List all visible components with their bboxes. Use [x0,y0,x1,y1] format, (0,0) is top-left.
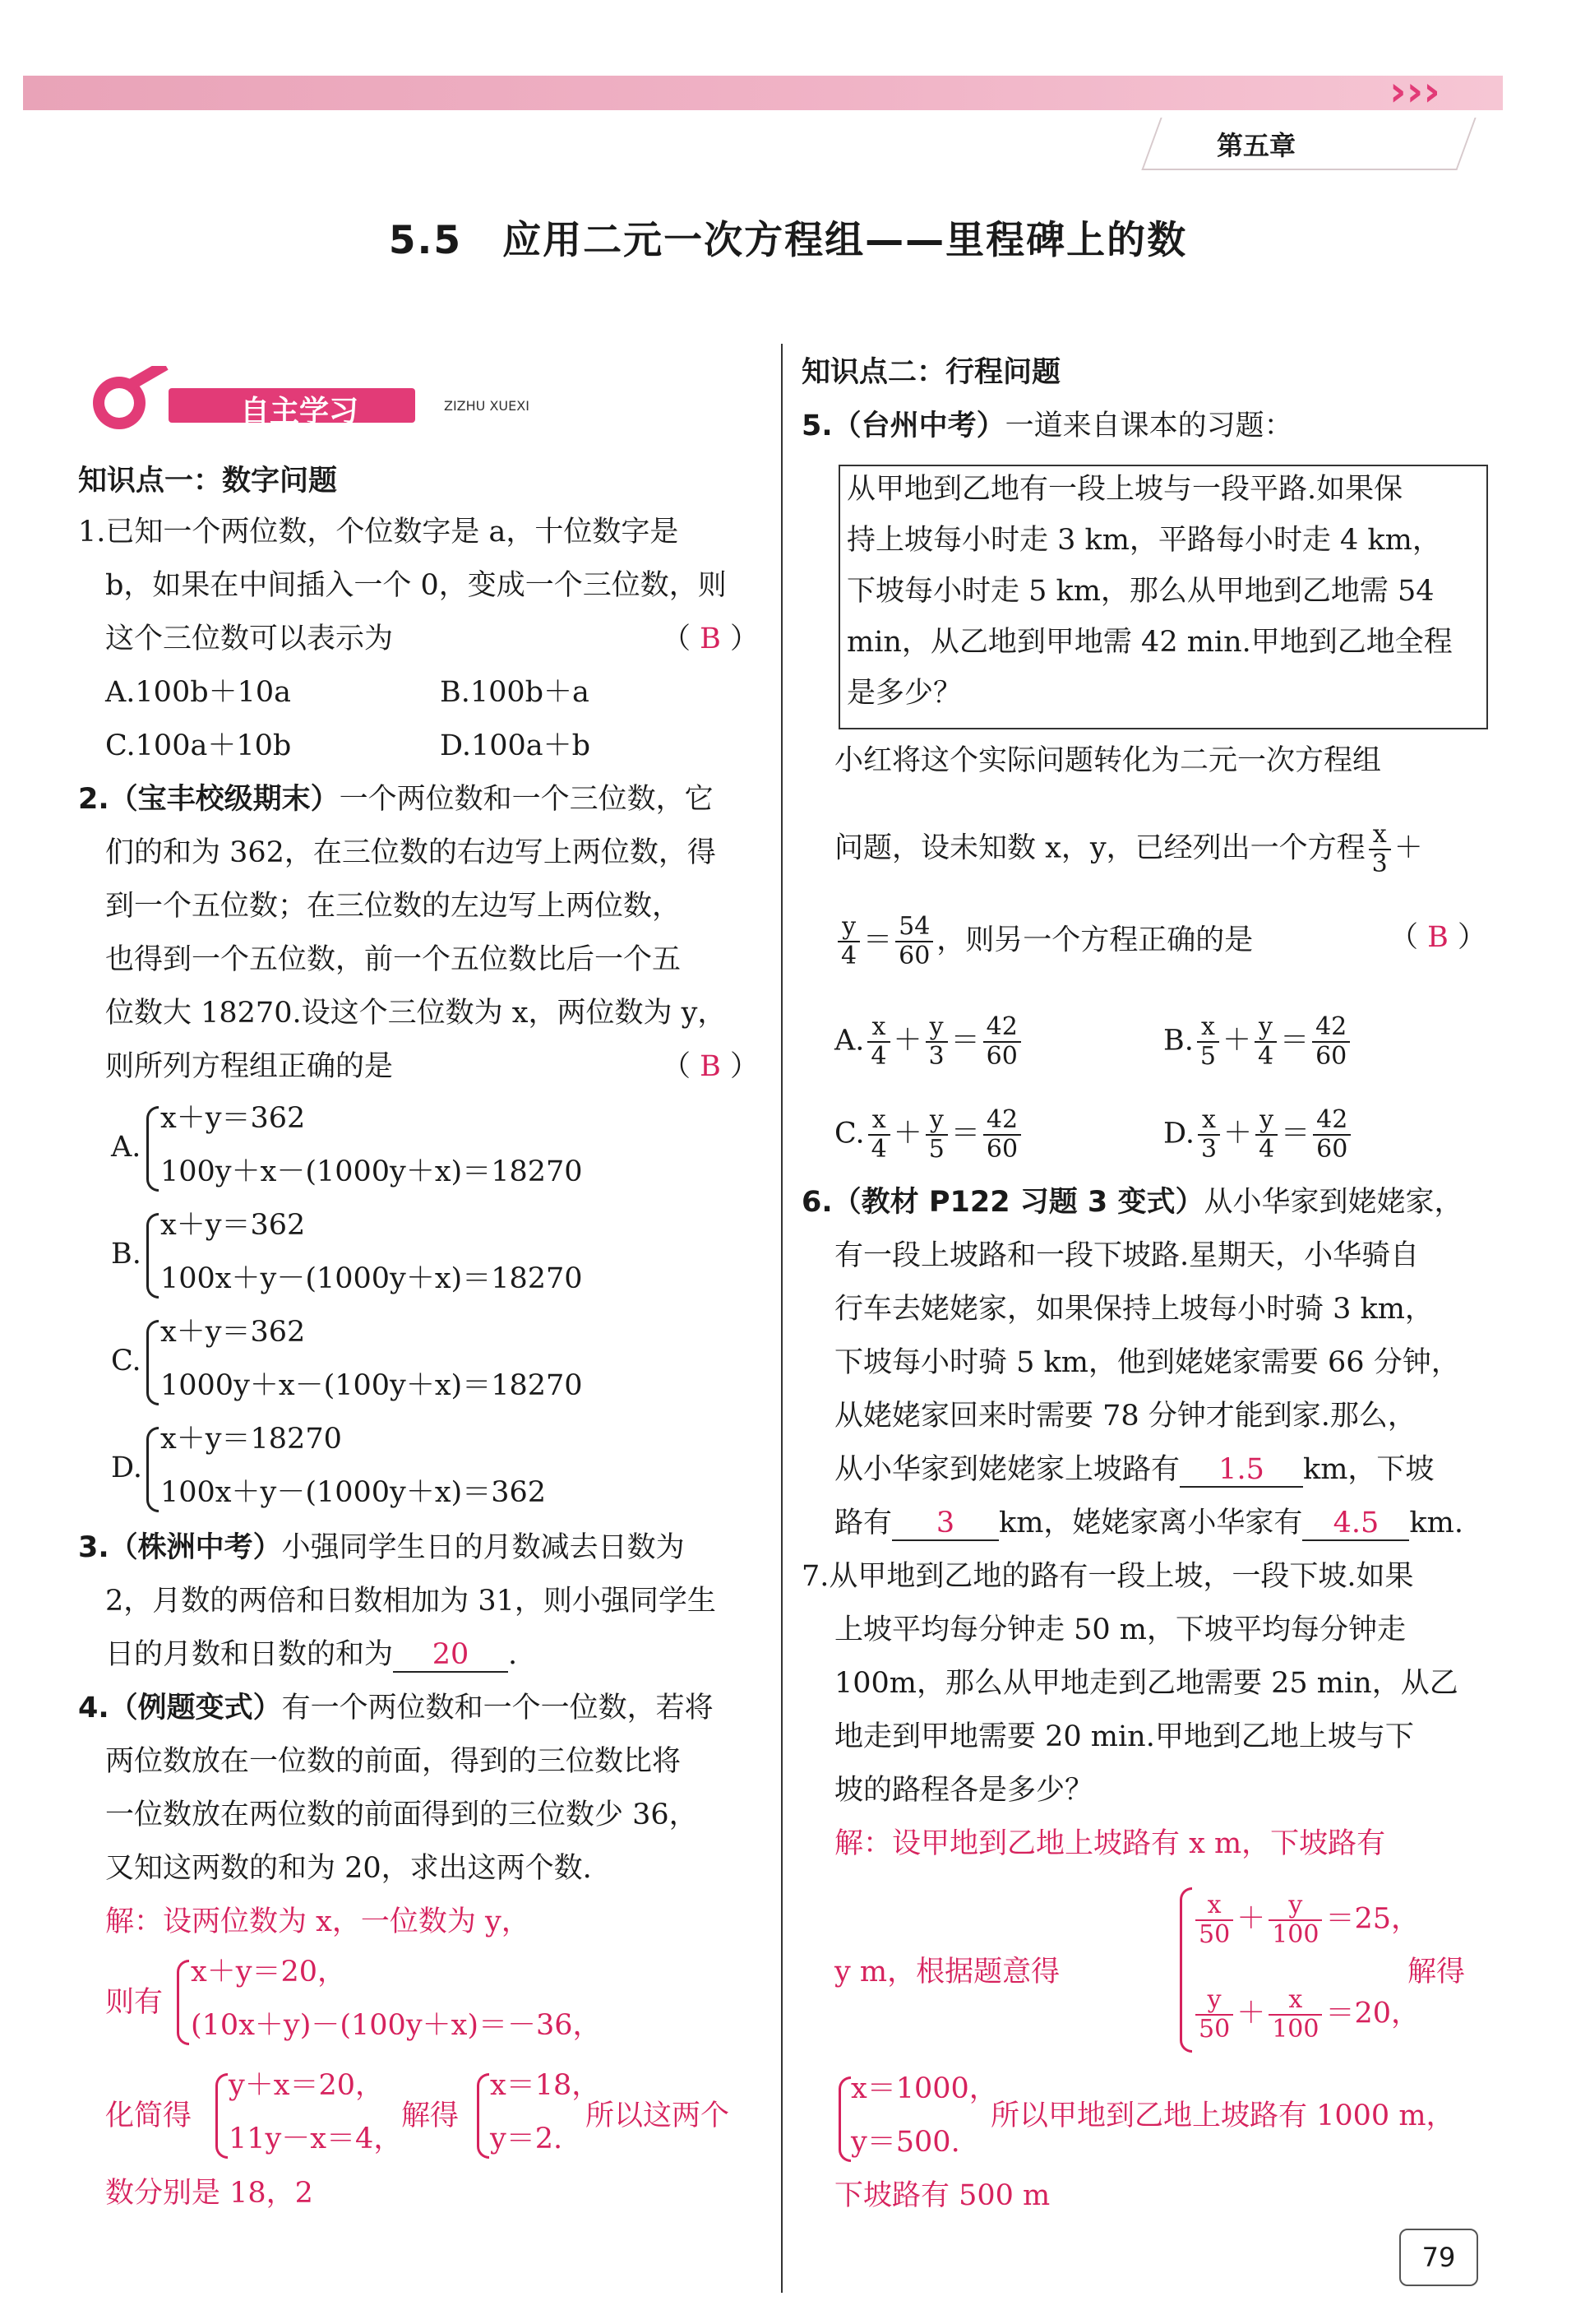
q1-option-c: C.100a＋10b [105,729,292,762]
q6-line5: 从姥姥家回来时需要 78 分钟才能到家.那么， [834,1400,1417,1433]
q2-option-b-brace [146,1213,159,1299]
section-logo-subtitle: ZIZHU XUEXI [444,398,529,414]
q2-line5: 位数大 18270.设这个三位数为 x，两位数为 y， [105,997,727,1030]
q4-result-eq2: y＝2. [490,2123,563,2155]
chapter-tab [1141,118,1476,170]
q7-solution-line1: 解：设甲地到乙地上坡路有 x m，下坡路有 [834,1827,1386,1860]
q2-option-c-label: C. [111,1345,141,1377]
knowledge-point-2: 知识点二：行程问题 [802,356,1061,389]
q4-solution-line1: 解：设两位数为 x，一位数为 y， [105,1905,530,1938]
q5-option-d: D. $\frac{x}{3}$ ＋ $\frac{y}{4}$ ＝ $\frac{42}{60}$ [1163,1106,1354,1164]
q4-simplified-eq1: y＋x＝20， [229,2069,385,2102]
q2-option-a-eq1: x＋y＝362 [160,1102,306,1135]
q7-result-brace [839,2076,851,2162]
q2-option-a-eq2: 100y＋x－(1000y＋x)＝18270 [160,1155,583,1188]
q2-option-a-brace [146,1106,159,1192]
page-number: 79 [1399,2229,1478,2286]
q2-option-b-label: B. [111,1238,141,1271]
q5-box-line3: 下坡每小时走 5 km，那么从甲地到乙地需 54 [847,575,1435,608]
q2-option-c-eq1: x＋y＝362 [160,1316,306,1349]
page-title: 5.5 应用二元一次方程组——里程碑上的数 [388,218,1188,263]
q7-solve: 解得 [1407,1956,1466,1988]
column-divider [781,344,783,2293]
q3-answer: 20 [393,1638,508,1673]
q6-answer-total: 4.5 [1302,1507,1409,1541]
q4-line4: 又知这两数的和为 20，求出这两个数. [105,1852,592,1885]
q2-option-b-eq2: 100x＋y－(1000y＋x)＝18270 [160,1262,583,1295]
q6-answer-downhill: 3 [892,1507,999,1541]
q7-line3: 100m，那么从甲地走到乙地需要 25 min，从乙 [834,1667,1458,1700]
chapter-label: 第五章 [1217,130,1296,161]
knowledge-point-1: 知识点一：数字问题 [78,465,338,498]
q7-conclusion1: 所以甲地到乙地上坡路有 1000 m， [991,2099,1455,2132]
q4-then: 则有 [105,1986,164,2019]
q3-line1: 3.（株洲中考）小强同学生日的月数减去日数为 [78,1531,685,1564]
q1-option-b: B.100b＋a [440,676,589,709]
q5-box-line2: 持上坡每小时走 3 km，平路每小时走 4 km， [847,524,1441,557]
q2-answer: （ B ） [662,1050,760,1083]
q2-option-d-eq2: 100x＋y－(1000y＋x)＝362 [160,1476,547,1509]
q4-line2: 两位数放在一位数的前面，得到的三位数比将 [105,1745,682,1778]
q4-simplified-eq2: 11y－x＝4， [229,2123,403,2155]
q4-system-brace [177,1960,189,2045]
q7-result-eq1: x＝1000， [851,2072,998,2105]
q5-line-intro: 5.（台州中考）一道来自课本的习题： [802,410,1293,442]
q4-eq1: x＋y＝20， [191,1956,347,1988]
q6-line1: 6.（教材 P122 习题 3 变式）从小华家到姥姥家， [802,1186,1463,1219]
q2-option-b-eq1: x＋y＝362 [160,1209,306,1242]
header-arrows-icon: ››› [1389,67,1440,115]
q2-line2: 们的和为 362，在三位数的右边写上两位数，得 [105,836,716,869]
q4-simplified-brace [215,2073,228,2159]
q5-given-frac-54-60: $\frac{54}{60}$ [895,913,933,970]
q5-line3-wrap: $\frac{y}{4}$ ＝ $\frac{54}{60}$ ，则另一个方程正确的是 [834,913,1253,970]
header-band [23,76,1503,110]
q2-option-c-brace [146,1320,159,1405]
q5-line1: 小红将这个实际问题转化为二元一次方程组 [834,744,1382,777]
q2-option-c-eq2: 1000y＋x－(100y＋x)＝18270 [160,1369,583,1402]
q4-solve: 解得 [401,2099,460,2132]
q7-eq2: $\frac{y}{50}$ ＋ $\frac{x}{100}$ ＝20， [1192,1986,1420,2044]
q7-solution-line2: y m，根据题意得 [834,1956,1061,1988]
q7-eq1: $\frac{x}{50}$ ＋ $\frac{y}{100}$ ＝25， [1192,1891,1420,1949]
q6-line2: 有一段上坡路和一段下坡路.星期天，小华骑自 [834,1239,1420,1272]
q5-given-frac-y4: $\frac{y}{4}$ [838,913,860,970]
q7-line5: 坡的路程各是多少？ [834,1774,1094,1807]
q5-answer: （ B ） [1389,921,1487,954]
q6-line3: 行车去姥姥家，如果保持上坡每小时骑 3 km， [834,1293,1434,1326]
q4-result-brace [477,2073,489,2159]
q1-line1: 1.已知一个两位数，个位数字是 a，十位数字是 [78,516,679,549]
q4-line1: 4.（例题变式）有一个两位数和一个一位数，若将 [78,1692,714,1724]
q7-line2: 上坡平均每分钟走 50 m，下坡平均每分钟走 [834,1613,1406,1646]
q6-answer-uphill: 1.5 [1180,1453,1303,1488]
q2-option-d-eq1: x＋y＝18270 [160,1423,342,1456]
q4-eq2: (10x＋y)－(100y＋x)＝－36， [191,2009,602,2042]
q4-conclusion: 数分别是 18，2 [105,2177,313,2210]
q2-line1: 2.（宝丰校级期末）一个两位数和一个三位数，它 [78,783,714,816]
q1-answer: （ B ） [662,623,760,655]
q5-line2-wrap: 问题，设未知数 x，y，已经列出一个方程 $\frac{x}{3}$ ＋ [834,820,1423,878]
q5-box-line5: 是多少？ [847,677,963,710]
q1-option-d: D.100a＋b [440,729,591,762]
q5-option-b: B. $\frac{x}{5}$ ＋ $\frac{y}{4}$ ＝ $\frac{42}{60}$ [1163,1013,1353,1071]
q6-line4: 下坡每小时骑 5 km，他到姥姥家需要 66 分钟， [834,1346,1460,1379]
q1-line2: b，如果在中间插入一个 0，变成一个三位数，则 [105,569,727,602]
q1-option-a: A.100b＋10a [105,676,292,709]
section-logo-title: 自主学习 [240,395,359,428]
q5-box-line4: min，从乙地到甲地需 42 min.甲地到乙地全程 [847,626,1453,659]
q7-line1: 7.从甲地到乙地的路有一段上坡，一段下坡.如果 [802,1560,1414,1593]
q7-line4: 地走到甲地需要 20 min.甲地到乙地上坡与下 [834,1720,1414,1753]
q2-line3: 到一个五位数；在三位数的左边写上两位数， [105,890,682,923]
q2-line4: 也得到一个五位数，前一个五位数比后一个五 [105,943,682,976]
q2-option-d-brace [146,1427,159,1512]
q7-result-eq2: y＝500. [851,2126,960,2159]
q3-line3: 日的月数和日数的和为 20 . [105,1638,518,1671]
q3-line2: 2，月数的两倍和日数相加为 31，则小强同学生 [105,1585,716,1618]
q6-line7: 路有 3 km，姥姥家离小华家有 4.5 km. [834,1507,1463,1539]
q4-result-eq1: x＝18， [490,2069,601,2102]
q2-option-a-label: A. [111,1131,141,1164]
q4-line3: 一位数放在两位数的前面得到的三位数少 36， [105,1799,698,1831]
q5-option-c: C. $\frac{x}{4}$ ＋ $\frac{y}{5}$ ＝ $\frac{42}{60}$ [834,1106,1024,1164]
q1-line3: 这个三位数可以表示为 [105,623,394,655]
q5-option-a: A. $\frac{x}{4}$ ＋ $\frac{y}{3}$ ＝ $\frac{42}{60}$ [834,1013,1024,1071]
q6-line6: 从小华家到姥姥家上坡路有 1.5 km，下坡 [834,1453,1435,1486]
q4-simplify: 化简得 [105,2099,192,2132]
q2-line6: 则所列方程组正确的是 [105,1050,394,1083]
q2-option-d-label: D. [111,1451,142,1484]
q7-conclusion2: 下坡路有 500 m [834,2179,1051,2212]
q4-so: 所以这两个 [585,2099,730,2132]
pen-logo-icon [82,366,173,440]
q7-system-brace [1180,1887,1192,2053]
q5-given-frac-x3: $\frac{x}{3}$ [1369,821,1391,878]
q5-box-line1: 从甲地到乙地有一段上坡与一段平路.如果保 [847,473,1403,506]
